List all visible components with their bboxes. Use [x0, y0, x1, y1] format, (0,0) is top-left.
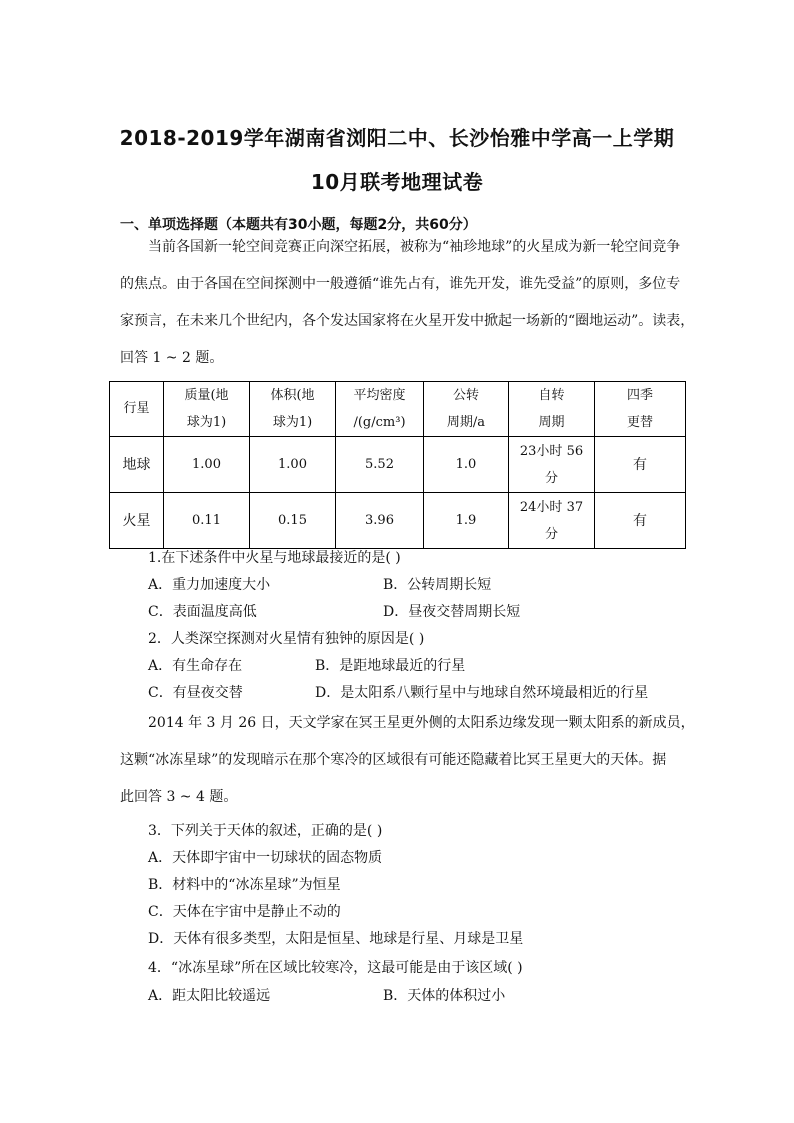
table-cell-seasons: 有 — [595, 437, 686, 493]
question-4-stem: 4．“冰冻星球”所在区域比较寒冷，这最可能是由于该区域( ) — [148, 960, 523, 976]
question-2-option-c: C．有昼夜交替 — [148, 685, 243, 701]
question-1-stem: 1.在下述条件中火星与地球最接近的是( ) — [148, 550, 401, 566]
question-2-stem: 2．人类深空探测对火星情有独钟的原因是( ) — [148, 631, 425, 647]
table-header-cell: 公转 周期/a — [424, 382, 509, 437]
passage-1-line: 的焦点。由于各国在空间探测中一般遵循“谁先占有，谁先开发，谁先受益”的原则，多位专 — [120, 276, 681, 292]
table-header-cell: 质量(地 球为1) — [164, 382, 250, 437]
table-header-cell: 行星 — [110, 382, 164, 437]
question-4-option-b: B．天体的体积过小 — [383, 988, 506, 1004]
question-1-option-c: C．表面温度高低 — [148, 604, 257, 620]
table-cell-mass: 1.00 — [164, 437, 250, 493]
passage-2-line: 2014 年 3 月 26 日，天文学家在冥王星更外侧的太阳系边缘发现一颗太阳系的新成员， — [148, 715, 695, 731]
table-row — [110, 493, 686, 549]
question-2-option-b: B．是距地球最近的行星 — [315, 658, 466, 674]
question-4-option-a: A．距太阳比较遥远 — [148, 988, 271, 1004]
question-2-option-d: D．是太阳系八颗行星中与地球自然环境最相近的行星 — [315, 685, 649, 701]
passage-1-line: 家预言，在未来几个世纪内，各个发达国家将在火星开发中掀起一场新的“圈地运动”。读表， — [120, 313, 695, 329]
table-cell-seasons: 有 — [595, 493, 686, 549]
table-cell-planet: 火星 — [110, 493, 164, 549]
table-header-row — [110, 382, 686, 437]
question-1-option-b: B．公转周期长短 — [383, 577, 492, 593]
section-heading: 一、单项选择题（本题共有30小题，每题2分，共60分） — [120, 217, 477, 233]
table-cell-planet: 地球 — [110, 437, 164, 493]
question-3-option-d: D．天体有很多类型，太阳是恒星、地球是行星、月球是卫星 — [148, 931, 524, 947]
question-3-option-c: C．天体在宇宙中是静止不动的 — [148, 904, 341, 920]
table-cell-rotation: 24小时 37 分 — [509, 493, 595, 549]
table-cell-orbit: 1.0 — [424, 437, 509, 493]
table-cell-orbit: 1.9 — [424, 493, 509, 549]
table-cell-volume: 0.15 — [250, 493, 336, 549]
table-cell-mass: 0.11 — [164, 493, 250, 549]
table-header-cell: 自转 周期 — [509, 382, 595, 437]
passage-1-line: 当前各国新一轮空间竞赛正向深空拓展，被称为“袖珍地球”的火星成为新一轮空间竞争 — [148, 239, 681, 255]
table-row — [110, 437, 686, 493]
table-cell-density: 3.96 — [336, 493, 424, 549]
question-1-option-a: A．重力加速度大小 — [148, 577, 271, 593]
planet-comparison-table — [109, 381, 686, 549]
question-2-option-a: A．有生命存在 — [148, 658, 243, 674]
question-3-option-a: A．天体即宇宙中一切球状的固态物质 — [148, 850, 383, 866]
question-3-option-b: B．材料中的“冰冻星球”为恒星 — [148, 877, 341, 893]
table-cell-volume: 1.00 — [250, 437, 336, 493]
document-title-line-1: 2018-2019学年湖南省浏阳二中、长沙怡雅中学高一上学期 — [119, 126, 675, 150]
document-title-line-2: 10月联考地理试卷 — [310, 170, 484, 194]
passage-2-line: 这颗“冰冻星球”的发现暗示在那个寒冷的区域很有可能还隐藏着比冥王星更大的天体。据 — [120, 752, 667, 768]
passage-2-line: 此回答 3 ~ 4 题。 — [120, 789, 238, 805]
table-header-cell: 四季 更替 — [595, 382, 686, 437]
table-header-cell: 平均密度 /(g/cm³) — [336, 382, 424, 437]
table-cell-density: 5.52 — [336, 437, 424, 493]
passage-1-line: 回答 1 ~ 2 题。 — [120, 350, 224, 366]
question-1-option-d: D．昼夜交替周期长短 — [383, 604, 521, 620]
table-header-cell: 体积(地 球为1) — [250, 382, 336, 437]
question-3-stem: 3．下列关于天体的叙述，正确的是( ) — [148, 823, 383, 839]
table-cell-rotation: 23小时 56 分 — [509, 437, 595, 493]
